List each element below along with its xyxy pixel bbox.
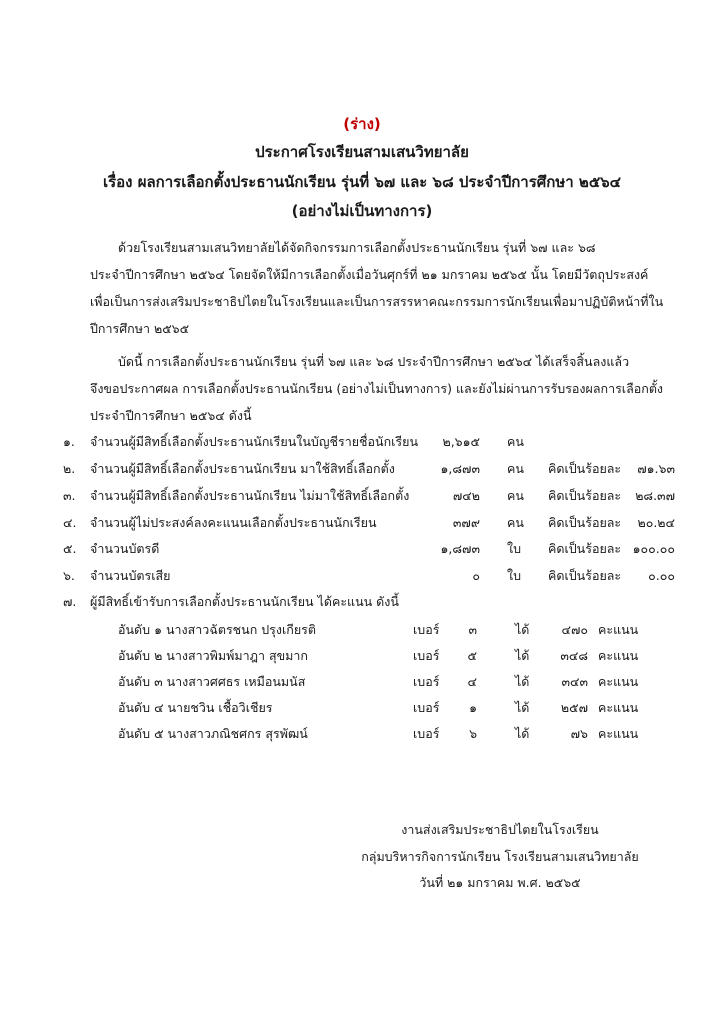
stat-value: ๗๔๒: [452, 488, 480, 503]
stat-percent-value: ๒๐.๒๔: [637, 515, 675, 530]
stat-no: ๑.: [63, 434, 75, 449]
stat-value: ๑,๘๗๓: [440, 541, 480, 556]
stat-no: ๔.: [63, 515, 77, 530]
stat-percent-value: ๐.๐๐: [648, 568, 675, 583]
stat-unit: คน: [507, 488, 524, 503]
stat-percent-label: คิดเป็นร้อยละ: [548, 515, 622, 530]
candidate-number-label: เบอร์: [413, 622, 440, 637]
candidate-number: ๓: [468, 622, 477, 637]
stat-percent-value: ๗๑.๖๓: [637, 461, 675, 476]
candidate-got-label: ได้: [515, 648, 530, 663]
candidate-score: ๓๔๓: [561, 674, 588, 689]
candidate-score-unit: คะแนน: [598, 726, 639, 741]
paragraph2-line3: ประจำปีการศึกษา ๒๕๖๔ ดังนี้: [90, 408, 252, 423]
stat-label: จำนวนผู้มีสิทธิ์เลือกตั้งประธานนักเรียนในบัญชีรายชื่อนักเรียน: [90, 434, 419, 449]
stat-percent-label: คิดเป็นร้อยละ: [548, 541, 622, 556]
candidate-score-unit: คะแนน: [598, 700, 639, 715]
candidate-score-unit: คะแนน: [598, 648, 639, 663]
candidate-number: ๕: [467, 648, 477, 663]
paragraph1-line2: ประจำปีการศึกษา ๒๕๖๔ โดยจัดให้มีการเลือกตั้งเมื่อวันศุกร์ที่ ๒๑ มกราคม ๒๕๖๕ นั้น โดยมีวัตถุประสงค์: [90, 267, 649, 282]
stat-label: จำนวนผู้มีสิทธิ์เลือกตั้งประธานนักเรียน มาใช้สิทธิ์เลือกตั้ง: [90, 461, 395, 476]
stat-no: ๗.: [63, 594, 77, 609]
stat-label: จำนวนผู้มีสิทธิ์เลือกตั้งประธานนักเรียน ไม่มาใช้สิทธิ์เลือกตั้ง: [90, 488, 410, 503]
stat-unit: คน: [507, 515, 524, 530]
paragraph1-line3: เพื่อเป็นการส่งเสริมประชาธิปไตยในโรงเรียนและเป็นการสรรหาคณะกรรมการนักเรียนเพื่อมาปฏิบัติหน้าที่ใน: [90, 294, 664, 309]
candidate-got-label: ได้: [515, 674, 530, 689]
candidate-rank-name: อันดับ ๓ นางสาวศศธร เหมือนมนัส: [118, 674, 306, 689]
stat-label: ผู้มีสิทธิ์เข้ารับการเลือกตั้งประธานนักเรียน ได้คะแนน ดังนี้: [90, 594, 399, 609]
signature-date: วันที่ ๒๑ มกราคม พ.ศ. ๒๕๖๕: [419, 875, 581, 890]
stat-no: ๕.: [63, 541, 77, 556]
candidate-rank-name: อันดับ ๔ นายชวิน เชื้อวิเชียร: [118, 700, 273, 715]
stat-label: จำนวนบัตรดี: [90, 541, 160, 556]
paragraph2-line1: บัดนี้ การเลือกตั้งประธานนักเรียน รุ่นที่ ๖๗ และ ๖๘ ประจำปีการศึกษา ๒๕๖๔ ได้เสร็จสิ้นลงแล้ว: [118, 354, 630, 369]
candidate-score-unit: คะแนน: [598, 674, 639, 689]
candidate-got-label: ได้: [515, 700, 530, 715]
stat-label: จำนวนผู้ไม่ประสงค์ลงคะแนนเลือกตั้งประธานนักเรียน: [90, 515, 377, 530]
candidate-number-label: เบอร์: [413, 648, 440, 663]
candidate-score: ๔๗๐: [561, 622, 588, 637]
candidate-number: ๖: [469, 726, 477, 741]
stat-value: ๓๗๙: [452, 515, 480, 530]
signature-department: งานส่งเสริมประชาธิปไตยในโรงเรียน: [401, 822, 599, 837]
candidate-number: ๑: [469, 700, 477, 715]
stat-no: ๓.: [63, 488, 76, 503]
stat-value: ๐: [472, 568, 480, 583]
candidate-rank-name: อันดับ ๑ นางสาวฉัตรชนก ปรุงเกียรติ: [118, 622, 316, 637]
stat-unit: คน: [507, 461, 524, 476]
stat-unit: ใบ: [507, 541, 522, 556]
candidate-score: ๓๔๘: [560, 648, 588, 663]
candidate-got-label: ได้: [515, 622, 530, 637]
candidate-number-label: เบอร์: [413, 700, 440, 715]
paragraph1-line4: ปีการศึกษา ๒๕๖๕: [90, 321, 190, 336]
stat-label: จำนวนบัตรเสีย: [90, 568, 171, 583]
stat-no: ๖.: [63, 568, 75, 583]
draft-label: (ร่าง): [343, 115, 381, 133]
stat-percent-value: ๒๘.๓๗: [635, 488, 675, 503]
candidate-rank-name: อันดับ ๕ นางสาวภณิชศกร สุรพัฒน์: [118, 726, 308, 741]
candidate-score-unit: คะแนน: [598, 622, 639, 637]
paragraph1-line1: ด้วยโรงเรียนสามเสนวิทยาลัยได้จัดกิจกรรมการเลือกตั้งประธานนักเรียน รุ่นที่ ๖๗ และ ๖๘: [118, 240, 596, 255]
signature-division: กลุ่มบริหารกิจการนักเรียน โรงเรียนสามเสนวิทยาลัย: [361, 849, 639, 864]
stat-percent-label: คิดเป็นร้อยละ: [548, 568, 622, 583]
stat-no: ๒.: [63, 461, 76, 476]
candidate-score: ๗๖: [570, 726, 588, 741]
announcement-title: ประกาศโรงเรียนสามเสนวิทยาลัย: [255, 143, 469, 161]
candidate-number: ๔: [467, 674, 477, 689]
candidate-rank-name: อันดับ ๒ นางสาวพิมพ์มาฎา สุขมาก: [118, 648, 308, 663]
candidate-number-label: เบอร์: [413, 726, 440, 741]
stat-value: ๒,๖๑๕: [442, 434, 480, 449]
announcement-subject: เรื่อง ผลการเลือกตั้งประธานนักเรียน รุ่นที่ ๖๗ และ ๖๘ ประจำปีการศึกษา ๒๕๖๔: [102, 173, 622, 191]
stat-percent-label: คิดเป็นร้อยละ: [548, 488, 622, 503]
announcement-unofficial-note: (อย่างไม่เป็นทางการ): [291, 202, 433, 220]
stat-unit: คน: [507, 434, 524, 449]
candidate-score: ๒๕๗: [560, 700, 588, 715]
stat-value: ๑,๘๗๓: [440, 461, 480, 476]
candidate-number-label: เบอร์: [413, 674, 440, 689]
stat-percent-value: ๑๐๐.๐๐: [632, 541, 675, 556]
candidate-got-label: ได้: [515, 726, 530, 741]
stat-unit: ใบ: [507, 568, 522, 583]
paragraph2-line2: จึงขอประกาศผล การเลือกตั้งประธานนักเรียน (อย่างไม่เป็นทางการ) และยังไม่ผ่านการรับรองผลการเลือกตั้ง: [90, 381, 664, 396]
stat-percent-label: คิดเป็นร้อยละ: [548, 461, 622, 476]
